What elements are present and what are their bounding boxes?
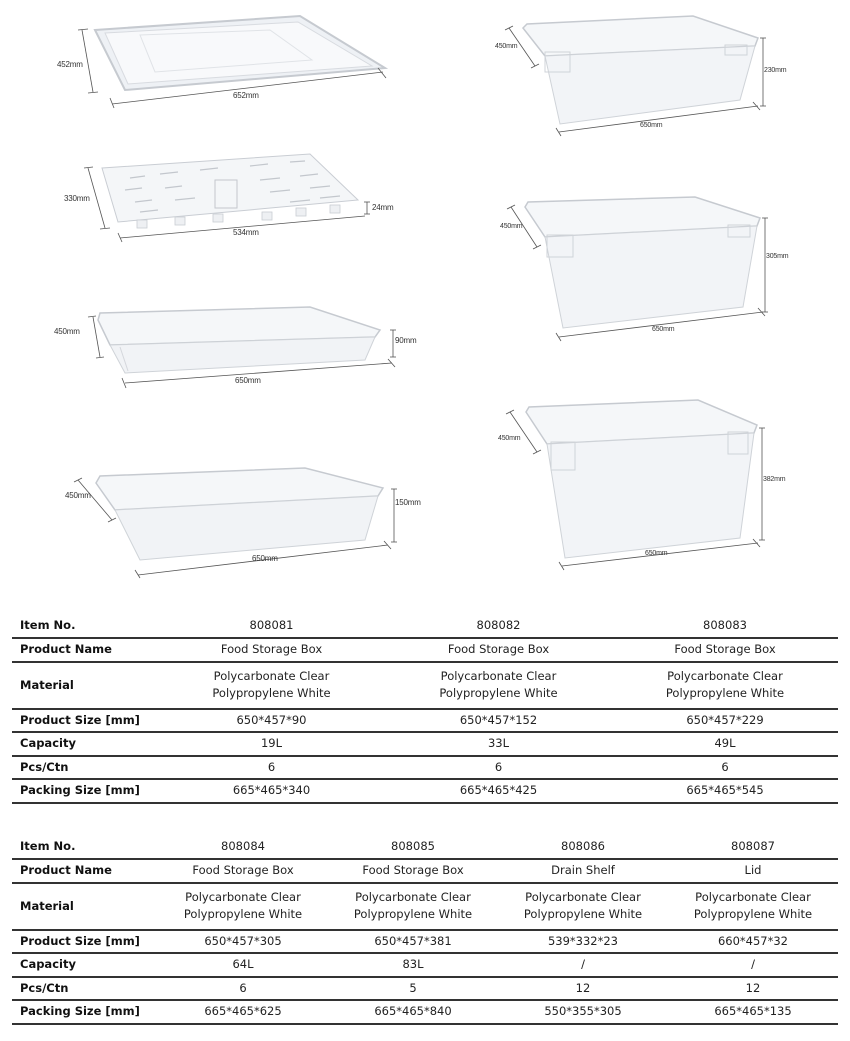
box-90-depth-label: 450mm <box>54 327 80 336</box>
cell-packing-size: 665*465*545 <box>612 779 838 803</box>
cell-product-name: Drain Shelf <box>498 859 668 883</box>
table-row-product-size <box>12 930 838 954</box>
box-230-width-label: 650mm <box>640 122 663 129</box>
cell-product-size: 650*457*152 <box>385 709 612 733</box>
table-row-material <box>12 883 838 930</box>
box-230-depth-label: 450mm <box>495 43 518 50</box>
material-line: Polypropylene White <box>212 686 331 700</box>
cell-pcs-ctn: 6 <box>612 756 838 780</box>
material-line: Polycarbonate Clear <box>185 890 301 904</box>
material-line: Polycarbonate Clear <box>525 890 641 904</box>
table-row-capacity <box>12 953 838 977</box>
cell-capacity: 64L <box>158 953 328 977</box>
table-row-pcs-ctn <box>12 977 838 1001</box>
cell-product-name: Food Storage Box <box>158 638 385 662</box>
row-label-material: Material <box>12 883 158 930</box>
box-305-illustration <box>425 185 850 340</box>
cell-capacity: / <box>498 953 668 977</box>
cell-material <box>498 883 668 930</box>
product-image-box-305 <box>425 185 850 340</box>
row-label-capacity: Capacity <box>12 953 158 977</box>
row-label-product-size: Product Size [mm] <box>12 930 158 954</box>
cell-product-size: 650*457*305 <box>158 930 328 954</box>
box-382-depth-label: 450mm <box>498 435 521 442</box>
product-image-box-382 <box>425 390 850 570</box>
row-label-pcs-ctn: Pcs/Ctn <box>12 756 158 780</box>
cell-product-name: Lid <box>668 859 838 883</box>
table-row-pcs-ctn <box>12 756 838 780</box>
material-line: Polycarbonate Clear <box>667 669 783 683</box>
drain-shelf-depth-label: 330mm <box>64 194 90 203</box>
table-row-product-name <box>12 859 838 883</box>
cell-product-size: 660*457*32 <box>668 930 838 954</box>
box-150-width-label: 650mm <box>252 554 278 563</box>
box-230-height-label: 230mm <box>764 67 787 74</box>
material-line: Polypropylene White <box>183 907 303 921</box>
product-image-box-150 <box>0 450 425 575</box>
cell-material <box>668 883 838 930</box>
box-305-height-label: 305mm <box>766 253 789 260</box>
cell-product-size: 539*332*23 <box>498 930 668 954</box>
product-image-lid <box>0 0 425 120</box>
box-305-depth-label: 450mm <box>500 223 523 230</box>
box-382-illustration <box>425 390 850 570</box>
cell-item-no: 808087 <box>668 835 838 859</box>
box-90-width-label: 650mm <box>235 376 261 385</box>
row-label-item-no: Item No. <box>12 835 158 859</box>
spec-table-2 <box>12 835 838 1025</box>
row-label-product-size: Product Size [mm] <box>12 709 158 733</box>
table-row-material <box>12 662 838 709</box>
row-label-material: Material <box>12 662 158 709</box>
table-row-packing-size <box>12 779 838 803</box>
cell-packing-size: 665*465*135 <box>668 1000 838 1024</box>
material-line: Polypropylene White <box>353 907 473 921</box>
cell-capacity: 19L <box>158 732 385 756</box>
material-line: Polypropylene White <box>665 686 785 700</box>
cell-product-size: 650*457*90 <box>158 709 385 733</box>
cell-material <box>612 662 838 709</box>
cell-packing-size: 550*355*305 <box>498 1000 668 1024</box>
cell-product-size: 650*457*381 <box>328 930 498 954</box>
cell-material <box>158 662 385 709</box>
product-image-box-230 <box>425 0 850 140</box>
table-row-capacity <box>12 732 838 756</box>
table-row-packing-size <box>12 1000 838 1024</box>
material-line: Polycarbonate Clear <box>440 669 557 683</box>
box-305-width-label: 650mm <box>652 326 675 333</box>
box-382-width-label: 650mm <box>645 550 668 557</box>
cell-packing-size: 665*465*840 <box>328 1000 498 1024</box>
cell-item-no: 808083 <box>612 614 838 638</box>
row-label-packing-size: Packing Size [mm] <box>12 779 158 803</box>
material-line: Polypropylene White <box>693 907 813 921</box>
table-row-item-no <box>12 614 838 638</box>
cell-item-no: 808084 <box>158 835 328 859</box>
material-line: Polypropylene White <box>439 686 558 700</box>
cell-item-no: 808085 <box>328 835 498 859</box>
cell-capacity: / <box>668 953 838 977</box>
cell-product-name: Food Storage Box <box>328 859 498 883</box>
cell-packing-size: 665*465*625 <box>158 1000 328 1024</box>
cell-pcs-ctn: 6 <box>158 977 328 1001</box>
cell-material <box>385 662 612 709</box>
spec-table-1 <box>12 614 838 804</box>
box-90-height-label: 90mm <box>395 336 417 345</box>
row-label-item-no: Item No. <box>12 614 158 638</box>
cell-item-no: 808081 <box>158 614 385 638</box>
cell-product-name: Food Storage Box <box>158 859 328 883</box>
cell-pcs-ctn: 6 <box>158 756 385 780</box>
row-label-pcs-ctn: Pcs/Ctn <box>12 977 158 1001</box>
lid-depth-label: 452mm <box>57 60 83 69</box>
cell-material <box>158 883 328 930</box>
table-row-product-size <box>12 709 838 733</box>
drain-shelf-width-label: 534mm <box>233 228 259 237</box>
cell-packing-size: 665*465*425 <box>385 779 612 803</box>
table-row-product-name <box>12 638 838 662</box>
cell-capacity: 49L <box>612 732 838 756</box>
row-label-product-name: Product Name <box>12 859 158 883</box>
cell-product-name: Food Storage Box <box>385 638 612 662</box>
material-line: Polypropylene White <box>523 907 643 921</box>
cell-item-no: 808086 <box>498 835 668 859</box>
row-label-product-name: Product Name <box>12 638 158 662</box>
box-150-height-label: 150mm <box>395 498 421 507</box>
box-90-illustration <box>0 295 425 395</box>
cell-material <box>328 883 498 930</box>
cell-product-size: 650*457*229 <box>612 709 838 733</box>
box-150-illustration <box>0 450 425 575</box>
lid-width-label: 652mm <box>233 91 259 100</box>
row-label-capacity: Capacity <box>12 732 158 756</box>
drain-shelf-height-label: 24mm <box>372 203 394 212</box>
cell-capacity: 83L <box>328 953 498 977</box>
box-150-depth-label: 450mm <box>65 491 91 500</box>
cell-capacity: 33L <box>385 732 612 756</box>
table-row-item-no <box>12 835 838 859</box>
cell-product-name: Food Storage Box <box>612 638 838 662</box>
cell-item-no: 808082 <box>385 614 612 638</box>
material-line: Polycarbonate Clear <box>695 890 811 904</box>
product-image-drain-shelf <box>0 150 425 250</box>
material-line: Polycarbonate Clear <box>355 890 471 904</box>
box-382-height-label: 382mm <box>763 476 786 483</box>
material-line: Polycarbonate Clear <box>213 669 330 683</box>
cell-pcs-ctn: 5 <box>328 977 498 1001</box>
product-image-box-90 <box>0 295 425 395</box>
cell-pcs-ctn: 12 <box>668 977 838 1001</box>
cell-pcs-ctn: 12 <box>498 977 668 1001</box>
cell-packing-size: 665*465*340 <box>158 779 385 803</box>
cell-pcs-ctn: 6 <box>385 756 612 780</box>
row-label-packing-size: Packing Size [mm] <box>12 1000 158 1024</box>
